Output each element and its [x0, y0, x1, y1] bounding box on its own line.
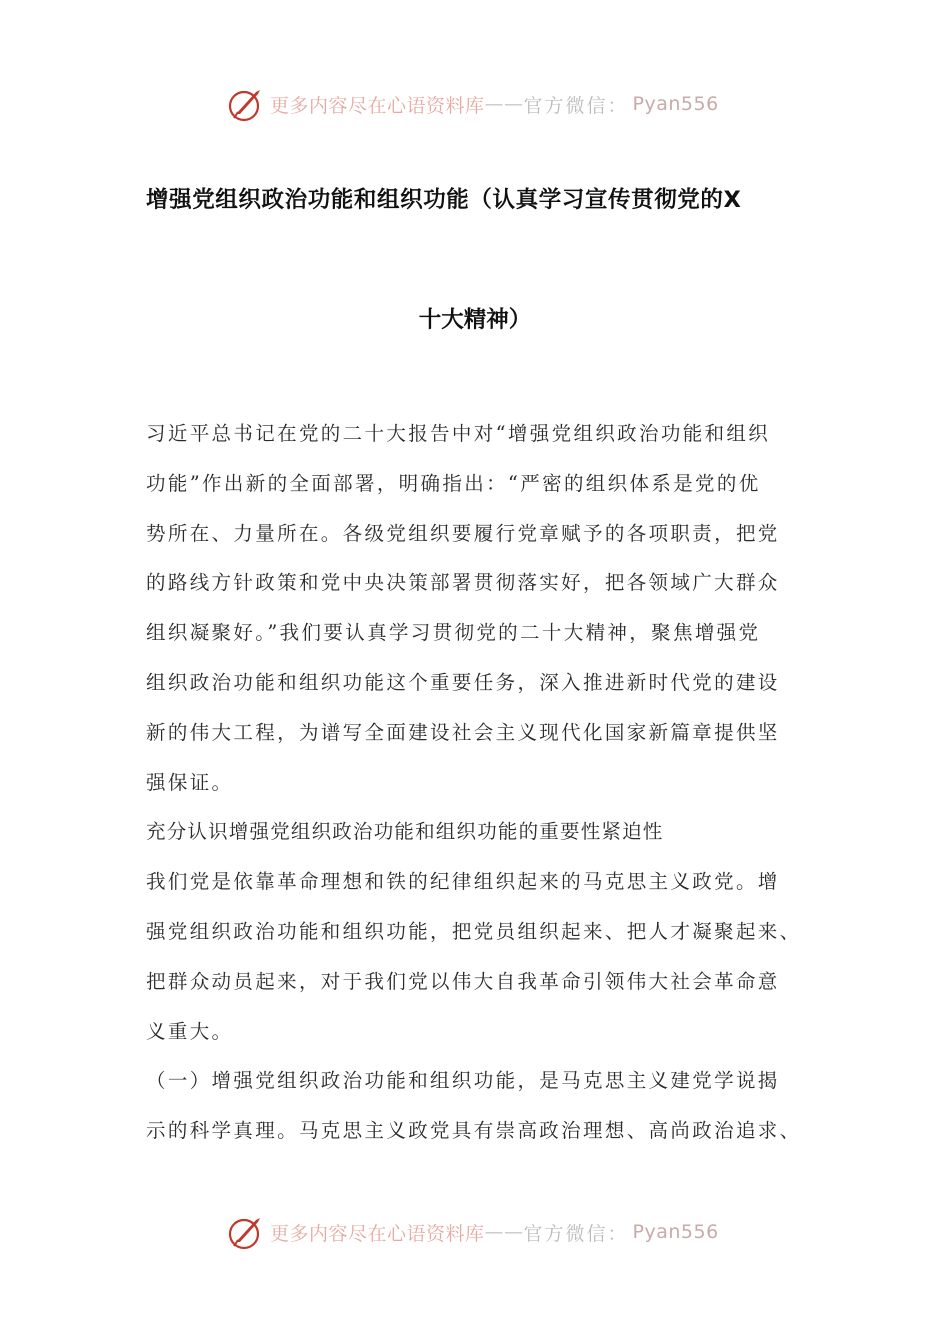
- watermark-label: 官方微信：: [523, 1222, 629, 1245]
- text-line: 义重大。: [146, 1019, 234, 1043]
- text-line: 组织凝聚好。”我们要认真学习贯彻党的二十大精神，聚焦增强党: [146, 621, 761, 645]
- paragraph-1: [146, 409, 814, 807]
- watermark-label: 官方微信：: [523, 94, 629, 117]
- quill-logo-icon: [226, 1212, 266, 1252]
- watermark-id: Pyan556: [632, 93, 719, 115]
- watermark-dash: ——: [484, 1221, 524, 1243]
- text-line: 强保证。: [146, 770, 234, 794]
- paragraph-3: [146, 1056, 814, 1156]
- watermark-brand: 更多内容尽在心语资料库: [270, 1222, 485, 1245]
- watermark-brand: 更多内容尽在心语资料库: [270, 94, 485, 117]
- text-line: 把群众动员起来，对于我们党以伟大自我革命引领伟大社会革命意: [146, 969, 780, 993]
- text-line: 组织政治功能和组织功能这个重要任务，深入推进新时代党的建设: [146, 670, 780, 694]
- quill-logo-icon: [226, 84, 266, 124]
- text-line: 功能”作出新的全面部署，明确指出：“严密的组织体系是党的优: [146, 471, 761, 495]
- watermark-banner-bottom: [226, 1212, 726, 1252]
- document-title-line2: 十大精神）: [418, 307, 532, 333]
- watermark-id: Pyan556: [632, 1221, 719, 1243]
- text-line: 我们党是依靠革命理想和铁的纪律组织起来的马克思主义政党。增: [146, 870, 780, 894]
- watermark-banner-top: [226, 84, 726, 124]
- document-body: [146, 409, 814, 1156]
- text-line: 示的科学真理。马克思主义政党具有崇高政治理想、高尚政治追求、: [146, 1119, 802, 1143]
- text-line: 强党组织政治功能和组织功能，把党员组织起来、把人才凝聚起来、: [146, 919, 802, 943]
- paragraph-2: [146, 857, 814, 1056]
- text-line: 势所在、力量所在。各级党组织要履行党章赋予的各项职责，把党: [146, 521, 780, 545]
- text-line: 习近平总书记在党的二十大报告中对“增强党组织政治功能和组织: [146, 422, 771, 445]
- section-heading: 充分认识增强党组织政治功能和组织功能的重要性紧迫性: [146, 820, 664, 844]
- text-line: （一）增强党组织政治功能和组织功能，是马克思主义建党学说揭: [146, 1069, 780, 1093]
- watermark-dash: ——: [484, 93, 524, 115]
- text-line: 新的伟大工程，为谱写全面建设社会主义现代化国家新篇章提供坚: [146, 720, 780, 744]
- document-title-line1: 增强党组织政治功能和组织功能（认真学习宣传贯彻党的X: [146, 187, 742, 213]
- text-line: 的路线方针政策和党中央决策部署贯彻落实好，把各领域广大群众: [146, 571, 780, 595]
